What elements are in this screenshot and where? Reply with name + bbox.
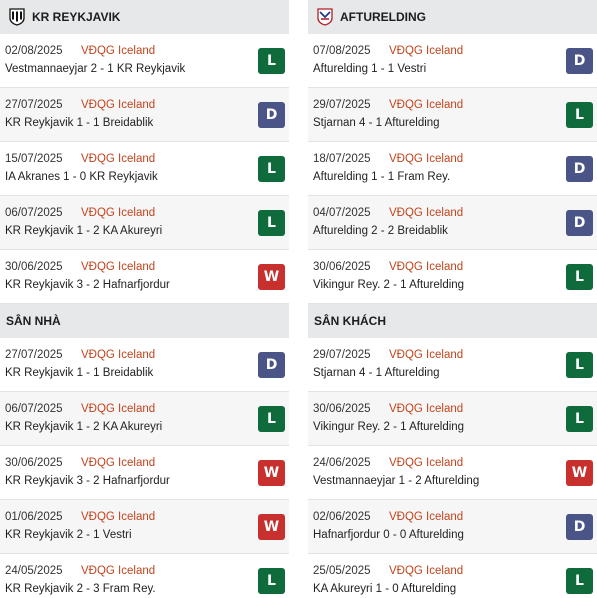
match-row[interactable] [0,196,289,250]
match-score: Vikingur Rey. 2 - 1 Afturelding [313,279,465,291]
match-score: KR Reykjavik 3 - 2 Hafnarfjordur [5,475,170,487]
result-badge: D [258,102,285,128]
league-link[interactable]: VĐQG Iceland [389,349,464,361]
league-link[interactable]: VĐQG Iceland [389,99,464,111]
match-date: 07/08/2025 [313,45,371,57]
match-row[interactable] [308,392,597,446]
result-badge: L [566,406,593,432]
result-badge: L [258,48,285,74]
kr-reykjavik-column [0,0,289,598]
match-row[interactable] [0,34,289,88]
match-date: 29/07/2025 [313,99,371,111]
match-score: IA Akranes 1 - 0 KR Reykjavik [5,171,158,183]
league-link[interactable]: VĐQG Iceland [389,403,464,415]
match-row[interactable] [308,500,597,554]
match-score: Vikingur Rey. 2 - 1 Afturelding [313,421,465,433]
match-row[interactable] [0,250,289,304]
league-link[interactable]: VĐQG Iceland [81,403,156,415]
match-row[interactable] [308,250,597,304]
result-badge: D [258,352,285,378]
match-score: KR Reykjavik 1 - 1 Breidablik [5,367,154,379]
league-link[interactable]: VĐQG Iceland [389,511,464,523]
match-row[interactable] [308,88,597,142]
match-score: Afturelding 2 - 2 Breidablik [313,225,448,237]
match-row[interactable] [0,338,289,392]
match-row[interactable] [0,446,289,500]
match-score: KR Reykjavik 2 - 3 Fram Rey. [5,583,156,595]
match-score: Stjarnan 4 - 1 Afturelding [313,367,440,379]
result-badge: L [566,352,593,378]
match-row[interactable] [0,554,289,598]
league-link[interactable]: VĐQG Iceland [81,207,156,219]
section-title: SÂN NHÀ [6,314,61,328]
match-date: 30/06/2025 [313,261,371,273]
result-badge: L [258,210,285,236]
match-score: KR Reykjavik 3 - 2 Hafnarfjordur [5,279,170,291]
match-date: 25/05/2025 [313,565,371,577]
match-row[interactable] [0,88,289,142]
match-score: KR Reykjavik 1 - 2 KA Akureyri [5,421,163,433]
match-date: 30/06/2025 [313,403,371,415]
result-badge: L [566,568,593,594]
match-score: Hafnarfjordur 0 - 0 Afturelding [313,529,464,541]
result-badge: L [566,264,593,290]
result-badge: D [566,48,593,74]
result-badge: L [566,102,593,128]
league-link[interactable]: VĐQG Iceland [81,565,156,577]
match-score: KR Reykjavik 1 - 2 KA Akureyri [5,225,163,237]
match-date: 06/07/2025 [5,403,63,415]
match-row[interactable] [308,554,597,598]
match-date: 01/06/2025 [5,511,63,523]
afturelding-crest-icon [316,8,334,26]
team-title: KR REYKJAVIK [32,10,121,24]
league-link[interactable]: VĐQG Iceland [389,261,464,273]
result-badge: L [258,156,285,182]
kr-reykjavik-crest-icon [8,8,26,26]
team-title: AFTURELDING [340,10,426,24]
match-row[interactable] [308,446,597,500]
match-date: 06/07/2025 [5,207,63,219]
result-badge: D [566,514,593,540]
section-title: SÂN KHÁCH [314,314,386,328]
match-date: 27/07/2025 [5,349,63,361]
match-date: 29/07/2025 [313,349,371,361]
result-badge: W [258,264,285,290]
match-row[interactable] [0,142,289,196]
match-date: 24/05/2025 [5,565,63,577]
match-date: 04/07/2025 [313,207,371,219]
match-date: 15/07/2025 [5,153,63,165]
match-score: KR Reykjavik 1 - 1 Breidablik [5,117,154,129]
match-date: 24/06/2025 [313,457,371,469]
match-score: Vestmannaeyjar 1 - 2 Afturelding [313,475,480,487]
league-link[interactable]: VĐQG Iceland [81,349,156,361]
league-link[interactable]: VĐQG Iceland [81,457,156,469]
match-row[interactable] [0,392,289,446]
result-badge: W [566,460,593,486]
match-row[interactable] [308,142,597,196]
match-date: 02/08/2025 [5,45,63,57]
league-link[interactable]: VĐQG Iceland [81,99,156,111]
section-header-home [0,304,289,338]
afturelding-column [308,0,597,598]
result-badge: D [566,156,593,182]
league-link[interactable]: VĐQG Iceland [81,261,156,273]
league-link[interactable]: VĐQG Iceland [81,153,156,165]
match-date: 30/06/2025 [5,261,63,273]
match-score: Stjarnan 4 - 1 Afturelding [313,117,440,129]
match-score: Vestmannaeyjar 2 - 1 KR Reykjavik [5,63,186,75]
match-row[interactable] [308,34,597,88]
result-badge: W [258,460,285,486]
match-date: 02/06/2025 [313,511,371,523]
league-link[interactable]: VĐQG Iceland [389,207,464,219]
section-header-away [308,304,597,338]
result-badge: W [258,514,285,540]
league-link[interactable]: VĐQG Iceland [389,45,464,57]
match-score: KA Akureyri 1 - 0 Afturelding [313,583,457,595]
league-link[interactable]: VĐQG Iceland [389,457,464,469]
match-date: 27/07/2025 [5,99,63,111]
team-header-afturelding [308,0,597,34]
team-header-kr-reykjavik [0,0,289,34]
result-badge: L [258,406,285,432]
league-link[interactable]: VĐQG Iceland [81,45,156,57]
league-link[interactable]: VĐQG Iceland [389,565,464,577]
match-row[interactable] [0,500,289,554]
result-badge: D [566,210,593,236]
match-score: KR Reykjavik 2 - 1 Vestri [5,529,132,541]
match-score: Afturelding 1 - 1 Fram Rey. [313,171,451,183]
match-date: 18/07/2025 [313,153,371,165]
match-score: Afturelding 1 - 1 Vestri [313,63,427,75]
match-row[interactable] [308,196,597,250]
league-link[interactable]: VĐQG Iceland [81,511,156,523]
match-row[interactable] [308,338,597,392]
match-date: 30/06/2025 [5,457,63,469]
league-link[interactable]: VĐQG Iceland [389,153,464,165]
result-badge: L [258,568,285,594]
